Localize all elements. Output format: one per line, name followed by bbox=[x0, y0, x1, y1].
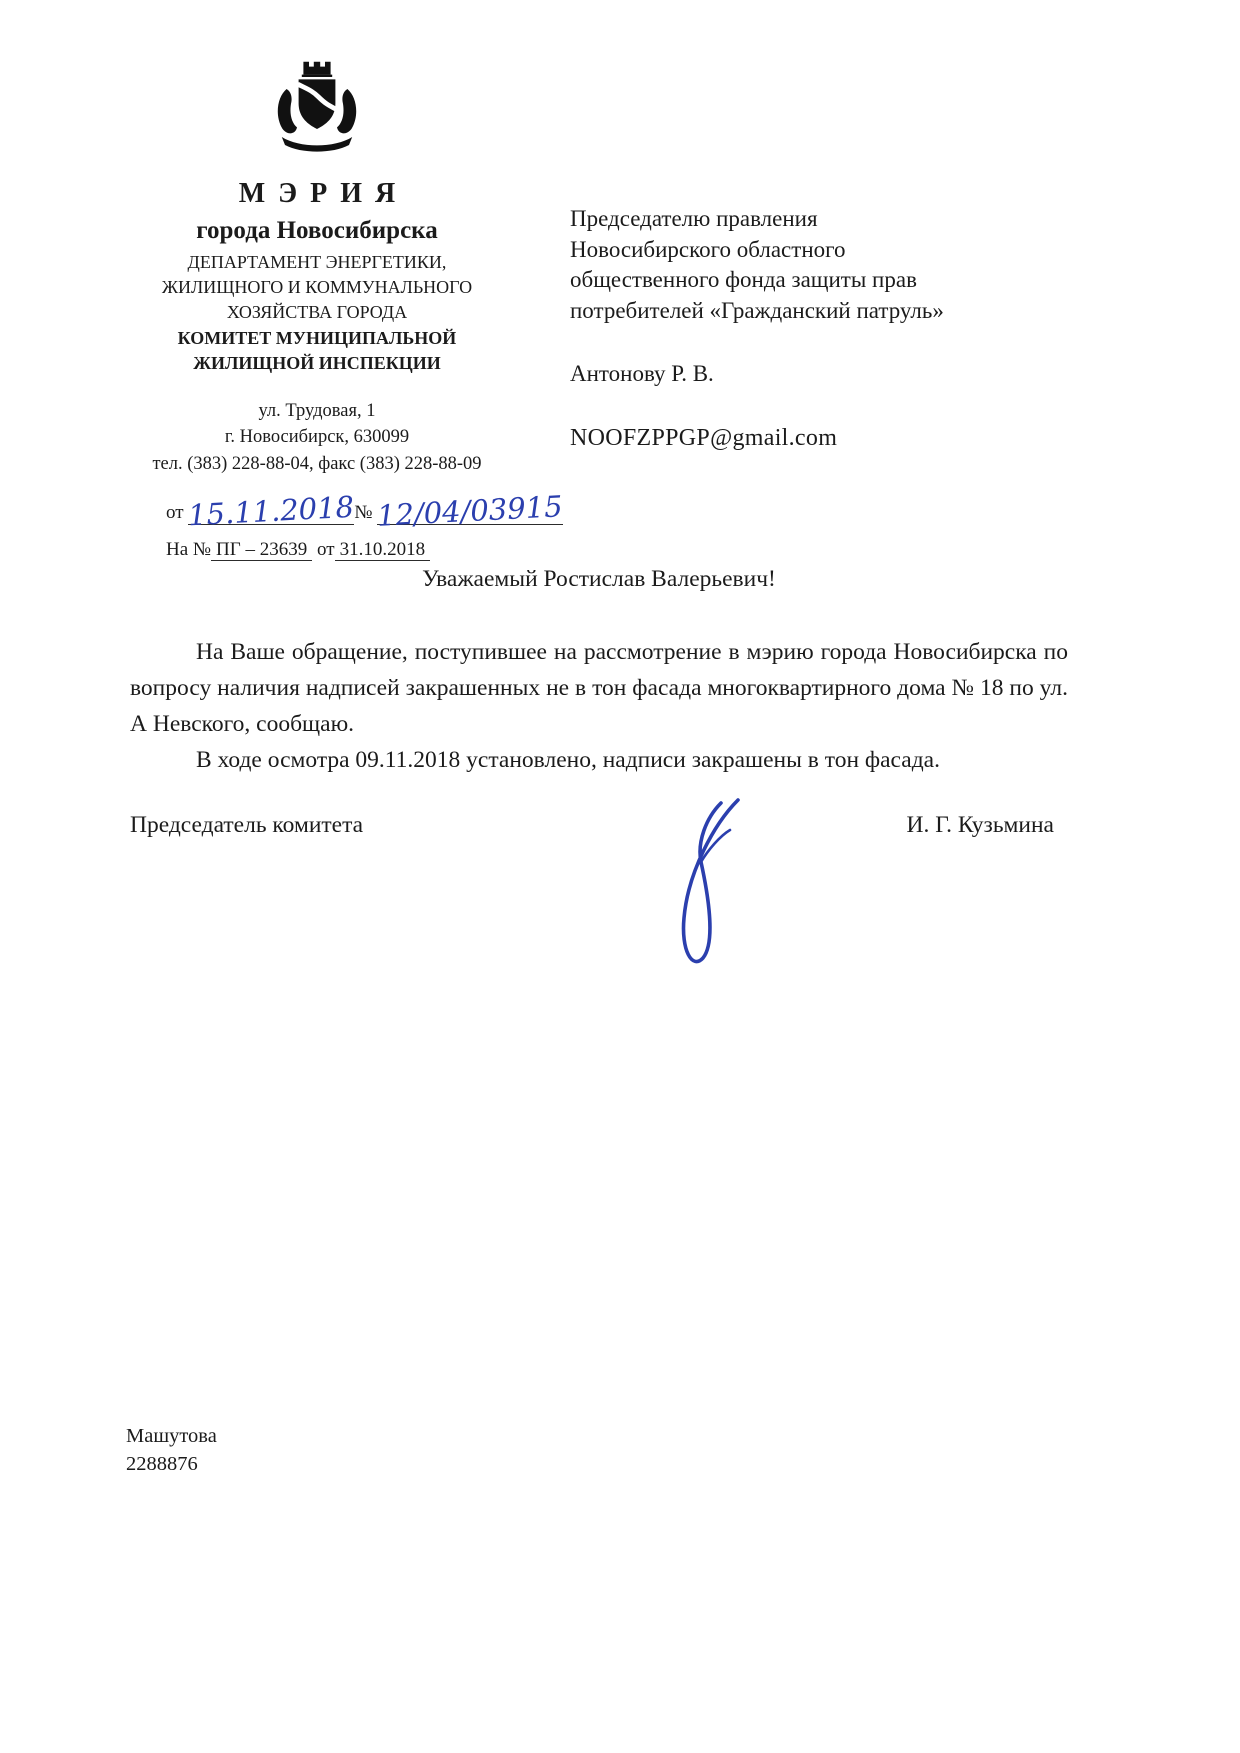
department-line: ХОЗЯЙСТВА ГОРОДА bbox=[226, 301, 408, 322]
executor-phone: 2288876 bbox=[126, 1453, 198, 1476]
incoming-reference-line bbox=[118, 539, 516, 561]
recipient-line: Председателю правления bbox=[570, 206, 818, 231]
address-line: тел. (383) 228-88-04, факс (383) 228-88-09 bbox=[152, 453, 482, 474]
recipient-line: общественного фонда защиты прав bbox=[570, 267, 917, 293]
incoming-prefix: На № bbox=[166, 538, 212, 560]
recipient-name: Антонову Р. В. bbox=[570, 361, 714, 387]
address-block bbox=[118, 398, 516, 477]
recipient-email: NOOFZPPGP@gmail.com bbox=[570, 424, 838, 451]
letter-body bbox=[130, 566, 1068, 779]
outgoing-date-blank bbox=[187, 489, 356, 533]
body-paragraph-2: В ходе осмотра 09.11.2018 установлено, надписи закрашены в тон фасада. bbox=[196, 746, 940, 773]
recipient-block bbox=[570, 56, 1062, 561]
executor-name: Машутова bbox=[126, 1425, 217, 1447]
signatory-title: Председатель комитета bbox=[130, 812, 364, 838]
body-paragraph-1: На Ваше обращение, поступившее на рассмотрение в мэрию города Новосибирска по вопросу наличия надписей закрашенных не в тон фасада многоквартирного дома № 18 по ул. А Невского, сообщаю. bbox=[130, 639, 1068, 737]
novosibirsk-coat-of-arms-icon bbox=[269, 56, 365, 162]
signature-block bbox=[130, 812, 1054, 839]
executor-block bbox=[126, 1422, 217, 1479]
outgoing-number-handwritten: 12/04/03915 bbox=[376, 489, 564, 533]
outgoing-reference-line bbox=[118, 489, 564, 533]
outgoing-date-handwritten: 15.11.2018 bbox=[187, 489, 356, 533]
committee-line: ЖИЛИЩНОЙ ИНСПЕКЦИИ bbox=[193, 353, 441, 374]
signatory-name: И. Г. Кузьмина bbox=[906, 812, 1054, 838]
address-line: ул. Трудовая, 1 bbox=[258, 401, 376, 422]
department-line: ДЕПАРТАМЕНТ ЭНЕРГЕТИКИ, bbox=[187, 252, 447, 272]
address-line: г. Новосибирск, 630099 bbox=[224, 427, 410, 448]
salutation: Уважаемый Ростислав Валерьевич! bbox=[422, 566, 776, 592]
department-line: ЖИЛИЩНОГО И КОММУНАЛЬНОГО bbox=[161, 276, 473, 297]
recipient-line: потребителей «Гражданский патруль» bbox=[570, 297, 944, 323]
handwritten-signature-icon bbox=[642, 790, 772, 980]
outgoing-number-label: № bbox=[354, 501, 373, 523]
committee-line: КОМИТЕТ МУНИЦИПАЛЬНОЙ bbox=[177, 328, 457, 349]
org-city: города Новосибирска bbox=[196, 217, 438, 244]
recipient-line: Новосибирского областного bbox=[570, 236, 846, 262]
incoming-number: ПГ – 23639 bbox=[211, 539, 312, 561]
outgoing-from-label: от bbox=[166, 501, 184, 523]
org-name: МЭРИЯ bbox=[238, 178, 409, 209]
outgoing-number-blank bbox=[376, 489, 564, 533]
incoming-date: 31.10.2018 bbox=[335, 539, 431, 561]
letterhead bbox=[118, 56, 1062, 561]
letterhead-left-column bbox=[118, 56, 564, 561]
incoming-from-label: от bbox=[317, 538, 335, 560]
